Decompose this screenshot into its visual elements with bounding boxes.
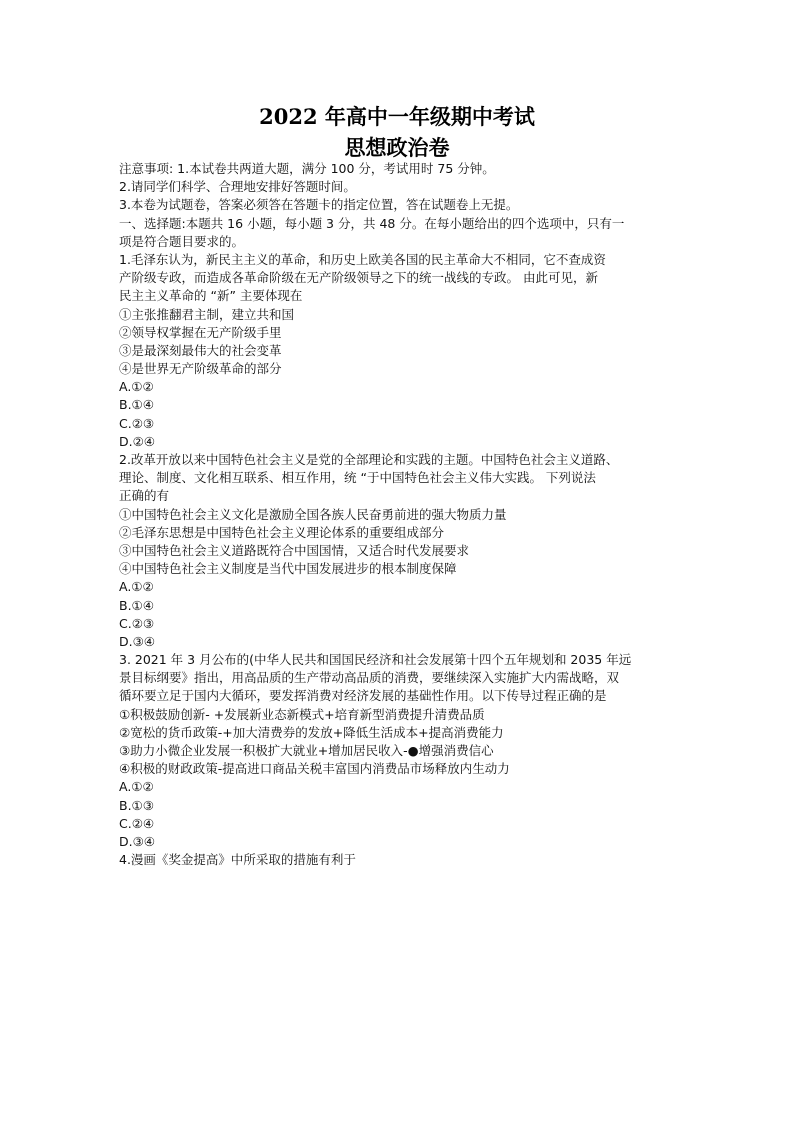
question-2-stem: 正确的有 [119, 488, 170, 504]
question-2-statement: ②毛泽东思想是中国特色社会主义理论体系的重要组成部分 [119, 524, 445, 540]
question-1-option: C.②③ [119, 415, 155, 431]
notice-line-1: 注意事项: 1.本试卷共两道大题，满分 100 分，考试用时 75 分钟。 [119, 161, 495, 176]
question-3-statement: ②宽松的货币政策-+加大清费券的发放+降低生活成本+提高消费能力 [119, 724, 504, 740]
question-1-statement: ③是最深刻最伟大的社会变革 [119, 342, 282, 358]
exam-subtitle: 思想政治卷 [344, 135, 450, 160]
question-2-stem: 理论、制度、文化相互联系、相互作用，统 “于中国特色社会主义伟大实践。 下列说法 [119, 470, 596, 486]
question-3-option: C.②④ [119, 815, 155, 831]
question-2-stem: 2.改革开放以来中国特色社会主义是党的全部理论和实践的主题。中国特色社会主义道路、 [119, 452, 619, 467]
question-2-option: B.①④ [119, 597, 154, 613]
question-1-statement: ①主张推翻君主制，建立共和国 [119, 306, 295, 322]
question-3-stem: 景目标纲要》指出，用高品质的生产带动高品质的消费，要继续深入实施扩大内需战略，双 [119, 670, 620, 686]
notice-line-2: 2.请同学们科学、合理地安排好答题时间。 [119, 179, 356, 195]
question-1-stem: 产阶级专政，而造成各革命阶级在无产阶级领导之下的统一战线的专政。 由此可见，新 [119, 270, 598, 286]
question-3-option: A.①② [119, 779, 154, 795]
question-1-statement: ④是世界无产阶级革命的部分 [119, 361, 282, 377]
question-3-option: D.③④ [119, 833, 156, 849]
question-2-statement: ③中国特色社会主义道路既符合中国国情，又适合时代发展要求 [119, 542, 470, 558]
question-2-statement: ④中国特色社会主义制度是当代中国发展进步的根本制度保障 [119, 561, 457, 577]
question-3-statement: ④积极的财政政策-提高进口商品关税丰富国内消费品市场释放内生动力 [119, 761, 510, 777]
question-3-statement: ①积极鼓励创新- +发展新业态新模式+培育新型消费提升清费品质 [119, 706, 485, 722]
question-1-option: A.①② [119, 379, 154, 395]
question-1-option: D.②④ [119, 433, 156, 449]
question-1-stem: 1.毛泽东认为，新民主主义的革命，和历史上欧美各国的民主革命大不相同，它不查成资 [119, 251, 606, 267]
exam-title: 2022 年高中一年级期中考试 [259, 104, 535, 129]
section-heading-cont: 项是符合题目要求的。 [119, 233, 245, 249]
question-3-option: B.①③ [119, 797, 154, 813]
question-3-stem: 循环要立足于国内大循环，要发挥消费对经济发展的基础性作用。以下传导过程正确的是 [119, 688, 607, 704]
question-2-option: D.③④ [119, 633, 156, 649]
question-1-option: B.①④ [119, 397, 154, 413]
question-3-stem: 3. 2021 年 3 月公布的(中华人民共和国国民经济和社会发展第十四个五年规划和 2035 年远 [119, 652, 632, 668]
question-1-stem: 民主主义革命的 “新” 主要体现在 [119, 288, 303, 304]
question-1-statement: ②领导权掌握在无产阶级手里 [119, 324, 282, 340]
question-4-stem: 4.漫画《奖金提高》中所采取的措施有利于 [119, 852, 356, 868]
notice-line-3: 3.本卷为试题卷，答案必须答在答题卡的指定位置，答在试题卷上无提。 [119, 197, 519, 213]
question-2-option: C.②③ [119, 615, 155, 631]
question-2-statement: ①中国特色社会主义文化是激励全国各族人民奋勇前进的强大物质力量 [119, 506, 507, 522]
question-3-statement: ③助力小微企业发展一积极扩大就业+增加居民收入-●增强消费信心 [119, 743, 494, 758]
section-heading: 一、选择题:本题共 16 小题，每小题 3 分，共 48 分。在每小题给出的四个选项中，只有一 [119, 215, 625, 231]
exam-body [119, 160, 679, 869]
question-2-option: A.①② [119, 579, 154, 595]
